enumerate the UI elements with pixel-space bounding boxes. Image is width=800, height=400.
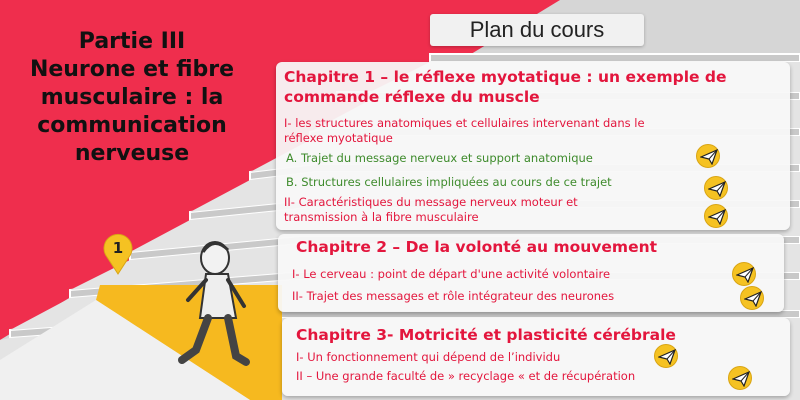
part-title [18, 28, 246, 168]
part-title-line: musculaire : la [40, 85, 224, 110]
marker-number: 1 [112, 239, 124, 257]
chapter-card-1[interactable] [276, 62, 790, 230]
section-item[interactable]: transmission à la fibre musculaire [284, 210, 479, 224]
part-title-line: communication [37, 113, 227, 138]
subsection-item[interactable]: B. Structures cellulaires impliquées au cours de ce trajet [286, 175, 612, 189]
paper-plane-icon[interactable] [704, 176, 728, 200]
section-item[interactable]: II- Trajet des messages et rôle intégrateur des neurones [292, 289, 615, 303]
paper-plane-icon[interactable] [732, 262, 756, 286]
part-title-line: nerveuse [74, 141, 190, 166]
section-item[interactable]: réflexe myotatique [284, 131, 393, 145]
section-item[interactable]: II – Une grande faculté de » recyclage « et de récupération [296, 369, 636, 383]
section-item[interactable]: II- Caractéristiques du message nerveux moteur et [284, 195, 578, 209]
part-title-line: Neurone et fibre [29, 57, 235, 82]
part-title-line: Partie III [78, 29, 186, 54]
chapter-title-line: Chapitre 1 – le réflexe myotatique : un exemple de [284, 68, 727, 86]
paper-plane-icon[interactable] [696, 144, 720, 168]
location-pin-icon [101, 231, 135, 275]
chapter-card-2[interactable] [278, 234, 784, 312]
plan-title: Plan du cours [430, 14, 644, 46]
section-item[interactable]: I- Le cerveau : point de départ d'une activité volontaire [292, 267, 611, 281]
section-item[interactable]: I- Un fonctionnement qui dépend de l’individu [296, 350, 561, 364]
chapter-title-line: commande réflexe du muscle [284, 88, 540, 106]
section-item[interactable]: I- les structures anatomiques et cellulaires intervenant dans le [284, 116, 645, 130]
chapter-title: Chapitre 2 – De la volonté au mouvement [296, 238, 658, 256]
paper-plane-icon[interactable] [728, 366, 752, 390]
subsection-item[interactable]: A. Trajet du message nerveux et support anatomique [286, 151, 593, 165]
paper-plane-icon[interactable] [654, 344, 678, 368]
paper-plane-icon[interactable] [740, 286, 764, 310]
chapter-card-3[interactable] [282, 318, 790, 396]
paper-plane-icon[interactable] [704, 204, 728, 228]
chapter-title: Chapitre 3- Motricité et plasticité cérébrale [296, 326, 676, 344]
